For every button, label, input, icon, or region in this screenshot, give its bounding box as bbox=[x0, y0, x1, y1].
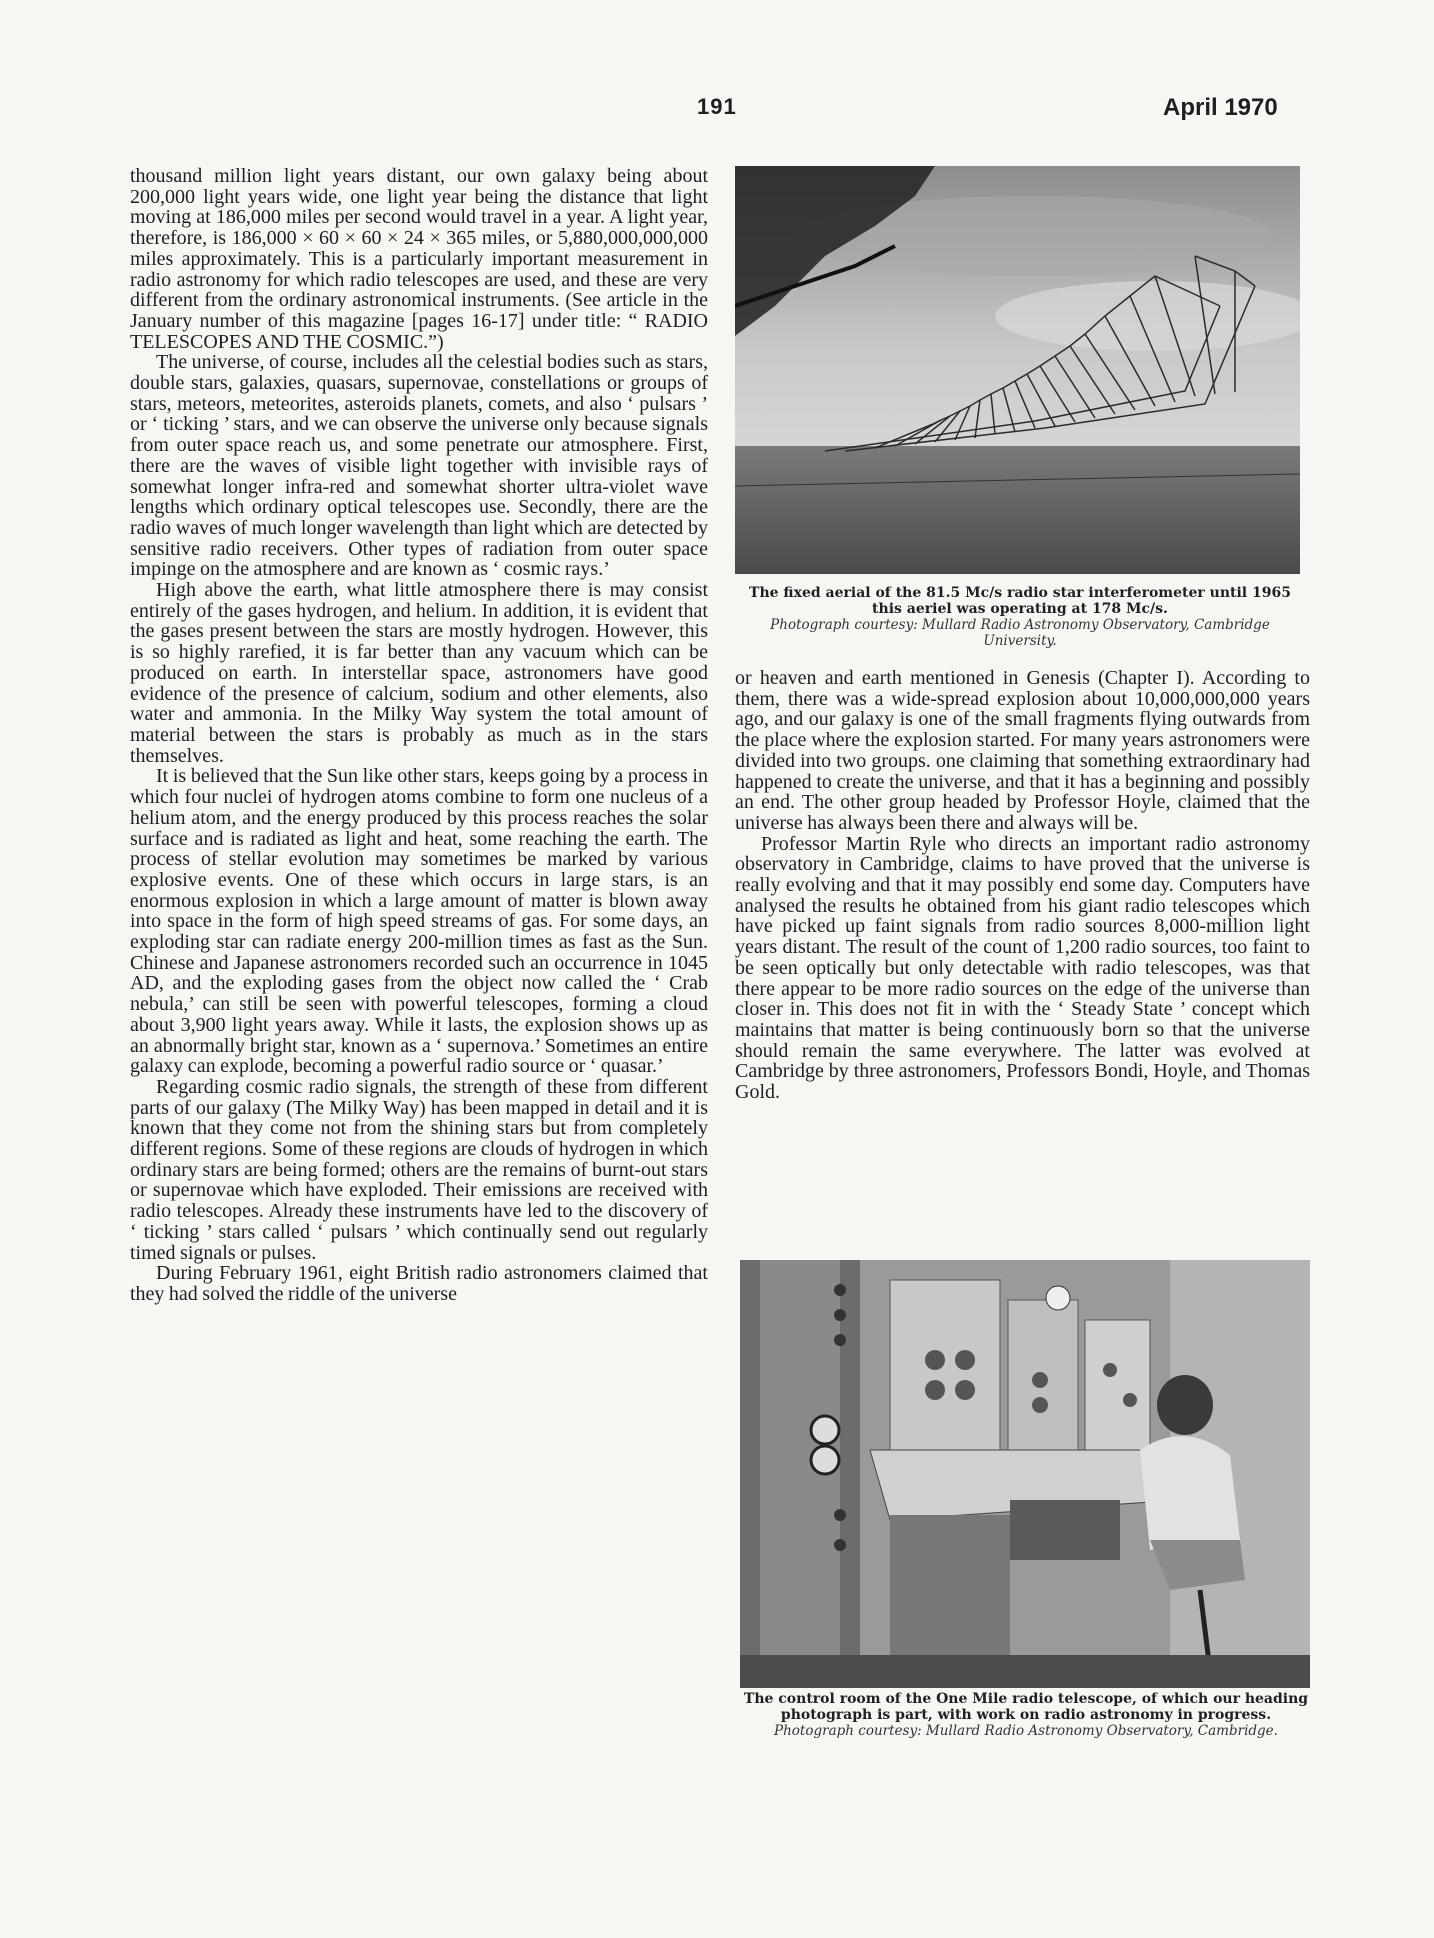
paragraph: During February 1961, eight British radio astronomers claimed that they had solved the riddle of the universe bbox=[130, 1262, 708, 1305]
paragraph: The universe, of course, includes all the celestial bodies such as stars, double stars, galaxies, quasars, supernovae, constellations or groups of stars, meteors, meteorites, asteroids planets, comets, and also ‘ pulsars ’ or ‘ ticking ’ stars, and we can observe the universe only because signals from outer space reach us, and some penetrate our atmosphere. First, there are the waves of visible light together with invisible rays of somewhat longer infra-red and somewhat shorter ultra-violet wave lengths which ordinary optical telescopes use. Secondly, there are the radio waves of much longer wavelength than light which are detected by sensitive radio receivers. Other types of radiation from outer space impinge on the atmosphere and are known as ‘ cosmic rays.’ bbox=[130, 351, 708, 581]
control-room-caption-text: The control room of the One Mile radio telescope, of which our heading photograph is part, with work on radio astronomy in progress. bbox=[743, 1691, 1309, 1723]
page-number: 191 bbox=[697, 94, 737, 119]
issue-date: April 1970 bbox=[1163, 94, 1278, 121]
aerial-photo bbox=[735, 166, 1300, 574]
control-room-photo-credit: Photograph courtesy: Mullard Radio Astronomy Observatory, Cambridge. bbox=[774, 1723, 1278, 1739]
paragraph: High above the earth, what little atmosphere there is may consist entirely of the gases hydrogen, and helium. In addition, it is evident that the gases present between the stars are mostly hydrogen. However, this is so highly rarefied, it is far better than any vacuum which can be produced on earth. In interstellar space, astronomers have good evidence of the presence of calcium, sodium and other elements, also water and ammonia. In the Milky Way system the total amount of material between the stars is probably as much as in the stars themselves. bbox=[130, 579, 708, 767]
aerial-caption bbox=[735, 585, 1305, 649]
paragraph: It is believed that the Sun like other stars, keeps going by a process in which four nuclei of hydrogen atoms combine to form one nucleus of a helium atom, and the energy produced by this process reaches the solar surface and is radiated as light and heat, some reaching the earth. The process of stellar evolution may sometimes be marked by various explosive events. One of these which occurs in large stars, is an enormous explosion in which a large amount of matter is blown away into space in the form of high speed streams of gas. For some days, an exploding star can radiate energy 200-million times as fast as the Sun. Chinese and Japanese astronomers recorded such an occurrence in 1045 AD, and the exploding gases from the object now called the ‘ Crab nebula,’ can still be seen with powerful telescopes, forming a cloud about 3,900 light years away. While it lasts, the explosion shows up as an abnormally bright star, known as a ‘ supernova.’ Sometimes an entire galaxy can explode, becoming a powerful radio source or ‘ quasar.’ bbox=[130, 765, 708, 1078]
right-column bbox=[735, 668, 1310, 1103]
paragraph: thousand million light years distant, our own galaxy being about 200,000 light years wide, one light year being the distance that light moving at 186,000 miles per second would travel in a year. A light year, therefore, is 186,000 × 60 × 60 × 24 × 365 miles, or 5,880,000,000,000 miles approximately. This is a particularly important measurement in radio astronomy for which radio telescopes are used, and these are very different from the ordinary astronomical instruments. (See article in the January number of this magazine [pages 16-17] under title: “ RADIO TELESCOPES AND THE COSMIC.”) bbox=[130, 165, 708, 353]
aerial-caption-text: The fixed aerial of the 81.5 Mc/s radio star interferometer until 1965 this aeriel was operating at 178 Mc/s. bbox=[749, 585, 1291, 617]
control-room-photo bbox=[740, 1260, 1310, 1688]
paragraph: Regarding cosmic radio signals, the strength of these from different parts of our galaxy (The Milky Way) has been mapped in detail and it is known that they come not from the shining stars but from completely different regions. Some of these regions are clouds of hydrogen in which ordinary stars are being formed; others are the remains of burnt-out stars or supernovae which have exploded. Their emissions are received with radio telescopes. Already these instruments have led to the discovery of ‘ ticking ’ stars called ‘ pulsars ’ which continually send out regularly timed signals or pulses. bbox=[130, 1075, 708, 1264]
aerial-photo-credit: Photograph courtesy: Mullard Radio Astronomy Observatory, Cambridge University. bbox=[770, 617, 1270, 649]
control-room-caption bbox=[742, 1691, 1310, 1739]
paragraph: Professor Martin Ryle who directs an important radio astronomy observatory in Cambridge, claims to have proved that the universe is really evolving and that it may possibly end some day. Computers have analysed the results he obtained from his giant radio telescopes which have picked up faint signals from radio sources 8,000-million light years distant. The result of the count of 1,200 radio sources, too faint to be seen optically but only detectable with radio telescopes, was that there appear to be more radio sources on the edge of the universe than closer in. This does not fit in with the ‘ Steady State ’ concept which maintains that matter is being continuously born so that the universe should remain the same everywhere. The latter was evolved at Cambridge by three astronomers, Professors Bondi, Hoyle, and Thomas Gold. bbox=[735, 832, 1310, 1104]
paragraph: or heaven and earth mentioned in Genesis (Chapter I). According to them, there was a wide-spread explosion about 10,000,000,000 years ago, and our galaxy is one of the small fragments flying outwards from the place where the explosion started. For many years astronomers were divided into two groups. one claiming that something extraordinary had happened to create the universe, and that it has a beginning and possibly an end. The other group headed by Professor Hoyle, claimed that the universe has always been there and always will be. bbox=[735, 667, 1310, 834]
left-column bbox=[130, 166, 708, 1305]
